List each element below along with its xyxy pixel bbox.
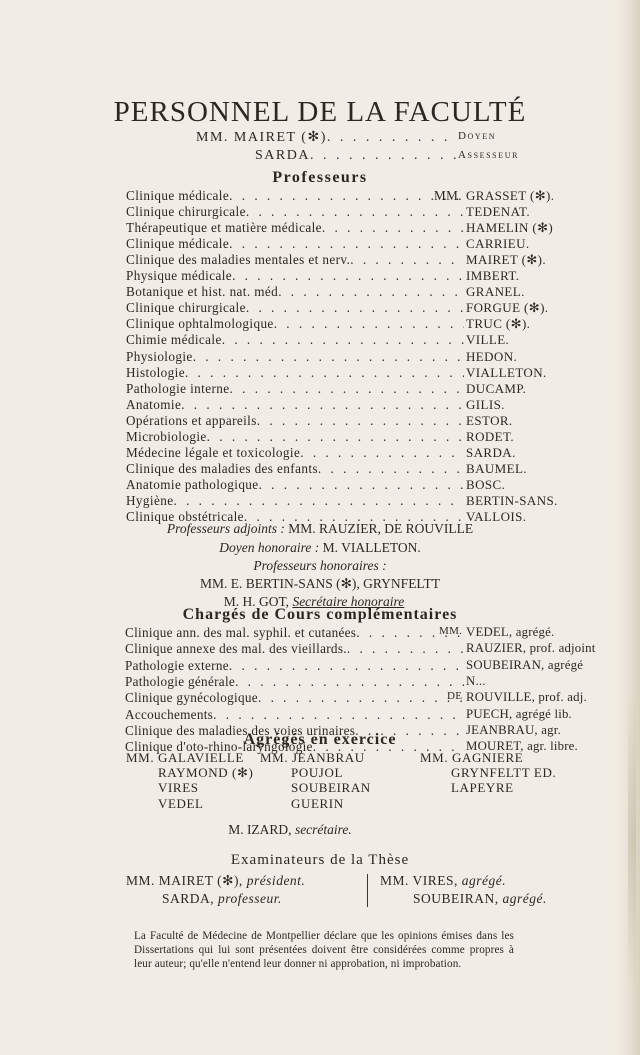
professor-chair: Clinique des maladies mentales et nerv. bbox=[126, 252, 351, 268]
charge-row bbox=[125, 641, 596, 657]
professor-chair: Pathologie interne bbox=[126, 380, 230, 396]
adjoints-names: MM. RAUZIER, DE ROUVILLE bbox=[288, 521, 474, 536]
charge-course: Clinique annexe des mal. des vieillards. bbox=[125, 641, 347, 657]
examinateur-left-2 bbox=[162, 891, 282, 907]
leader-dots bbox=[327, 130, 458, 146]
professor-row bbox=[126, 492, 558, 509]
leader-dots bbox=[229, 188, 464, 204]
professor-prefix: MM. bbox=[434, 188, 462, 203]
leader-dots bbox=[222, 332, 464, 348]
professor-chair: Clinique chirurgicale bbox=[126, 204, 246, 220]
secretaire-honoraire-name: M. H. GOT, bbox=[223, 594, 290, 609]
charge-name: N... bbox=[466, 673, 486, 688]
charge-prefix: MM. bbox=[439, 625, 463, 637]
professor-chair: Chimie médicale bbox=[126, 332, 222, 348]
agreges-column-2 bbox=[260, 750, 371, 811]
agrege-name: LAPEYRE bbox=[451, 780, 514, 796]
professor-row bbox=[126, 460, 527, 477]
leader-dots bbox=[246, 300, 464, 316]
professor-chair: Clinique ophtalmologique bbox=[126, 316, 274, 332]
professor-chair: Microbiologie bbox=[126, 428, 207, 444]
examinateur-name: MM. MAIRET (✻), bbox=[126, 873, 243, 888]
professor-name: CARRIEU. bbox=[466, 236, 530, 252]
professor-name: GILIS. bbox=[466, 396, 505, 412]
professor-name: VILLE. bbox=[466, 332, 510, 348]
charge-course: Clinique gynécologique bbox=[125, 690, 258, 706]
examinateurs-heading: Examinateurs de la Thèse bbox=[230, 852, 410, 868]
examinateur-role: professeur. bbox=[218, 891, 282, 906]
page-edge-stain bbox=[628, 690, 636, 990]
professor-row bbox=[126, 284, 525, 300]
professor-row bbox=[126, 220, 554, 236]
charge-course: Accouchements bbox=[125, 706, 214, 722]
charges-heading: Chargés de Cours complémentaires bbox=[182, 606, 458, 623]
charge-row bbox=[125, 690, 587, 706]
agreges-column-3 bbox=[420, 750, 556, 796]
professor-chair: Anatomie bbox=[126, 396, 182, 412]
professor-name: BERTIN-SANS. bbox=[466, 492, 558, 508]
professor-name: IMBERT. bbox=[466, 268, 520, 284]
charge-course: Clinique des maladies des voies urinaires bbox=[125, 722, 356, 738]
doyen-honoraire-line bbox=[0, 540, 640, 556]
professor-name: GRASSET (✻). bbox=[466, 188, 555, 203]
professor-chair: Opérations et appareils bbox=[126, 412, 257, 428]
officer-name: MM. MAIRET (✻) bbox=[196, 130, 327, 145]
charge-name: RAUZIER, prof. adjoint bbox=[466, 641, 596, 656]
examinateur-role: agrégé. bbox=[502, 891, 547, 906]
professor-row bbox=[126, 252, 547, 268]
leader-dots bbox=[193, 349, 464, 365]
honoraires-names: MM. E. BERTIN-SANS (✻), GRYNFELTT bbox=[200, 576, 440, 591]
professor-row bbox=[126, 236, 530, 252]
agrege-name: RAYMOND (✻) bbox=[158, 765, 254, 781]
professor-name: BAUMEL. bbox=[466, 460, 527, 476]
agrege-name: GRYNFELTT ED. bbox=[451, 765, 557, 781]
professor-chair: Clinique des maladies des enfants bbox=[126, 460, 318, 476]
professor-row bbox=[126, 396, 505, 413]
leader-dots bbox=[213, 707, 465, 723]
professor-name: ESTOR. bbox=[466, 412, 513, 428]
charge-row bbox=[125, 657, 584, 674]
examinateur-name: SARDA, bbox=[162, 891, 215, 906]
professor-chair: Hygiène bbox=[126, 492, 174, 508]
professor-name: RODET. bbox=[466, 428, 515, 444]
professor-chair: Physiologie bbox=[126, 348, 193, 364]
professor-row bbox=[126, 412, 513, 429]
leader-dots bbox=[322, 220, 464, 236]
agrege-name: VEDEL bbox=[158, 795, 204, 811]
charge-prefix: DE bbox=[447, 690, 463, 703]
examinateur-left-1 bbox=[126, 873, 305, 889]
examinateur-role: président. bbox=[246, 873, 306, 888]
secretaire-name: M. IZARD, bbox=[228, 822, 292, 837]
charge-name: SOUBEIRAN, agrégé bbox=[466, 657, 584, 672]
agreges-column-1 bbox=[126, 750, 253, 811]
leader-dots bbox=[274, 316, 464, 332]
leader-dots bbox=[235, 674, 465, 690]
page-title: PERSONNEL DE LA FACULTÉ bbox=[113, 96, 527, 128]
leader-dots bbox=[258, 690, 465, 706]
charge-course: Pathologie externe bbox=[125, 657, 229, 673]
professor-chair: Clinique obstétricale bbox=[126, 509, 244, 524]
leader-dots bbox=[278, 284, 464, 300]
doyen-honoraire-name: M. VIALLETON. bbox=[322, 540, 421, 555]
leader-dots bbox=[300, 445, 464, 461]
charge-name: VEDEL, agrégé. bbox=[466, 625, 555, 639]
agreges-heading: Agrégés en exercice bbox=[243, 731, 397, 748]
charge-row bbox=[125, 625, 555, 641]
examinateur-name: SOUBEIRAN, bbox=[413, 891, 499, 906]
agrege-name: VIRES bbox=[158, 780, 199, 796]
disclaimer-footnote: La Faculté de Médecine de Montpellier déclare que les opinions émises dans les Dissertations qui lui sont présentées doivent être considérées comme propres à leur auteur; qu'elle n'entend leur donner ni approbation, ni improbation. bbox=[134, 930, 514, 971]
professor-row bbox=[126, 380, 527, 397]
leader-dots bbox=[318, 461, 464, 477]
agrege-name: MM. GAGNIERE bbox=[420, 750, 524, 765]
agrege-name: POUJOL bbox=[291, 765, 343, 781]
professor-chair: Thérapeutique et matière médicale bbox=[126, 220, 322, 236]
professor-name: FORGUE (✻). bbox=[466, 300, 549, 316]
professor-name: MAIRET (✻). bbox=[466, 252, 547, 268]
professor-row bbox=[126, 476, 506, 493]
professor-name: HEDON. bbox=[466, 348, 518, 364]
professor-name: TRUC (✻). bbox=[466, 316, 531, 332]
agrege-name: MM. GALAVIELLE bbox=[126, 750, 244, 765]
examinateur-role: agrégé. bbox=[461, 873, 507, 888]
leader-dots bbox=[207, 429, 464, 445]
professor-row bbox=[126, 204, 530, 220]
agrege-name: MM. JEANBRAU bbox=[260, 750, 365, 765]
leader-dots bbox=[350, 252, 464, 268]
professor-row bbox=[126, 364, 547, 381]
adjoints-label: Professeurs adjoints : bbox=[166, 521, 285, 536]
professor-name: DUCAMP. bbox=[466, 380, 527, 396]
leader-dots bbox=[347, 641, 465, 657]
charge-row bbox=[125, 673, 486, 690]
charge-course: Pathologie générale bbox=[125, 673, 236, 689]
charge-name: MOURET, agr. libre. bbox=[466, 739, 578, 754]
examinateur-right-1 bbox=[380, 873, 506, 889]
professor-row bbox=[126, 332, 510, 348]
charge-course: Clinique d'oto-rhino-laryngologie bbox=[125, 739, 313, 755]
professor-name: BOSC. bbox=[466, 476, 506, 492]
secretaire-role: secrétaire. bbox=[294, 822, 352, 837]
leader-dots bbox=[259, 477, 464, 493]
leader-dots bbox=[232, 268, 464, 284]
officer-role: Doyen bbox=[458, 130, 497, 142]
secretaire-line bbox=[0, 822, 610, 838]
leader-dots bbox=[257, 413, 464, 429]
officer-role: Assesseur bbox=[458, 149, 520, 161]
professor-chair: Physique médicale bbox=[126, 268, 233, 284]
leader-dots bbox=[229, 236, 464, 252]
professor-chair: Anatomie pathologique bbox=[126, 476, 259, 492]
officer-row-assesseur bbox=[255, 148, 520, 164]
adjoints-line bbox=[0, 521, 640, 537]
professor-chair: Clinique médicale bbox=[126, 236, 230, 252]
examinateurs-divider bbox=[367, 874, 368, 907]
leader-dots bbox=[246, 204, 464, 220]
professor-chair: Histologie bbox=[126, 364, 185, 380]
examinateur-name: MM. VIRES, bbox=[380, 873, 458, 888]
agrege-name: GUERIN bbox=[291, 795, 344, 811]
officer-row-doyen bbox=[196, 129, 497, 146]
professor-name: HAMELIN (✻) bbox=[466, 220, 554, 236]
charge-name: PUECH, agrégé lib. bbox=[466, 706, 572, 721]
professor-row bbox=[126, 188, 555, 204]
professor-row bbox=[126, 300, 549, 316]
professor-name: VALLOIS. bbox=[466, 509, 527, 524]
professor-name: TEDENAT. bbox=[466, 204, 530, 220]
honoraires-label: Professeurs honoraires : bbox=[253, 558, 387, 573]
charge-name: ROUVILLE, prof. adj. bbox=[466, 690, 587, 705]
leader-dots bbox=[230, 381, 464, 397]
leader-dots bbox=[310, 148, 458, 164]
professor-name: VIALLETON. bbox=[466, 364, 547, 380]
agrege-name: SOUBEIRAN bbox=[291, 780, 371, 796]
leader-dots bbox=[181, 397, 464, 413]
leader-dots bbox=[229, 658, 465, 674]
charge-row bbox=[125, 706, 572, 723]
charge-name: JEANBRAU, agr. bbox=[466, 722, 561, 737]
leader-dots bbox=[173, 493, 464, 509]
professors-heading: Professeurs bbox=[272, 169, 368, 186]
professor-name: GRANEL. bbox=[466, 284, 525, 300]
officer-name: SARDA bbox=[255, 148, 310, 163]
examinateur-right-2 bbox=[413, 891, 547, 907]
secretaire-honoraire-role: Secrétaire honoraire bbox=[292, 594, 405, 609]
leader-dots bbox=[185, 365, 464, 381]
professor-name: SARDA. bbox=[466, 444, 516, 460]
professor-row bbox=[126, 316, 531, 332]
professor-chair: Médecine légale et toxicologie bbox=[126, 444, 301, 460]
doyen-honoraire-label: Doyen honoraire : bbox=[219, 540, 320, 555]
professor-row bbox=[126, 428, 515, 445]
professor-chair: Clinique médicale bbox=[126, 188, 230, 203]
charge-course: Clinique ann. des mal. syphil. et cutanées bbox=[125, 625, 357, 640]
professor-chair: Clinique chirurgicale bbox=[126, 300, 246, 316]
professor-row bbox=[126, 444, 516, 461]
professor-row bbox=[126, 268, 520, 284]
professor-chair: Botanique et hist. nat. méd bbox=[126, 284, 279, 300]
professor-row bbox=[126, 348, 518, 365]
